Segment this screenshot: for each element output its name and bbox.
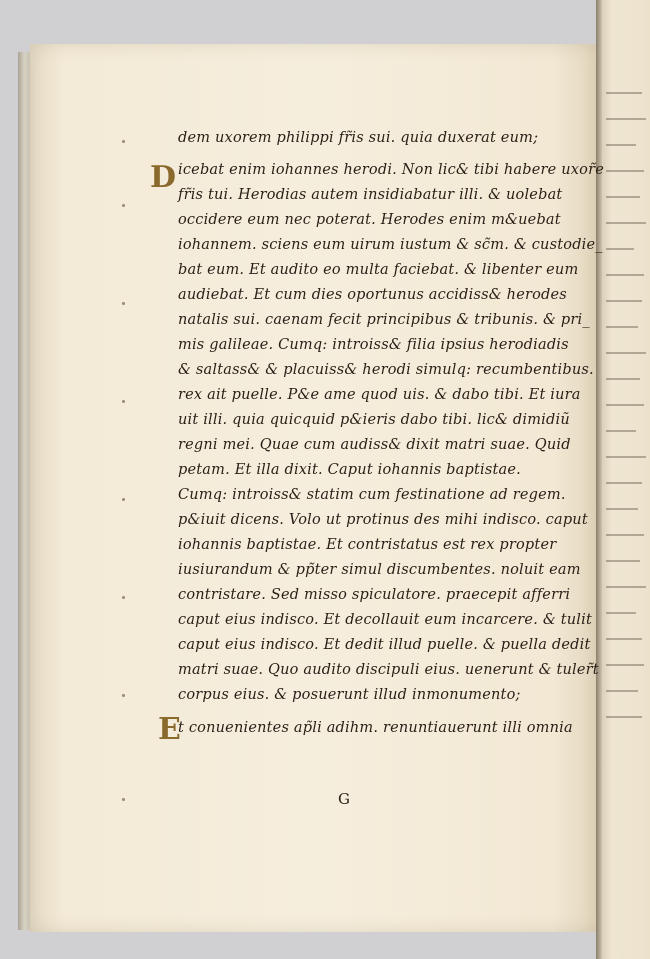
bleed-through-line — [606, 170, 644, 172]
text-line: iusiurandum & pp̃ter simul discumbentes. noluit eam — [178, 562, 581, 578]
bleed-through-line — [606, 222, 646, 224]
next-page-edge — [596, 0, 650, 959]
bleed-through-line — [606, 508, 638, 510]
bleed-through-line — [606, 456, 646, 458]
text-line: occidere eum nec poterat. Herodes enim m&uebat — [178, 212, 561, 228]
bleed-through-line — [606, 92, 642, 94]
pricking-mark — [122, 140, 125, 143]
text-line: bat eum. Et audito eo multa faciebat. & libenter eum — [178, 262, 579, 278]
text-line: natalis sui. caenam fecit principibus & tribunis. & pri_ — [178, 312, 590, 328]
bleed-through-line — [606, 144, 636, 146]
bleed-through-line — [606, 352, 646, 354]
pricking-mark — [122, 400, 125, 403]
bleed-through-line — [606, 404, 644, 406]
text-line: caput eius indisco. Et dedit illud puelle. & puella dedit — [178, 637, 591, 653]
text-line: mis galileae. Cumq: introiss& filia ipsius herodiadis — [178, 337, 569, 353]
bleed-through-line — [606, 300, 642, 302]
pricking-mark — [122, 204, 125, 207]
folio-mark: G — [338, 790, 350, 808]
bleed-through-line — [606, 664, 644, 666]
text-line: icebat enim iohannes herodi. Non lic& tibi habere uxor̃e — [178, 162, 604, 178]
pricking-mark — [122, 798, 125, 801]
text-line: caput eius indisco. Et decollauit eum incarcere. & tulit — [178, 612, 593, 628]
pricking-mark — [122, 694, 125, 697]
text-line: & saltass& & placuiss& herodi simulq: recumbentibus. — [178, 362, 594, 378]
bleed-through-line — [606, 248, 634, 250]
text-line: iohannis baptistae. Et contristatus est rex propter — [178, 537, 557, 553]
pricking-mark — [122, 302, 125, 305]
text-line: t conuenientes ap̃li adihm. renuntiauerunt illi omnia — [178, 720, 573, 736]
bleed-through-line — [606, 560, 640, 562]
bleed-through-line — [606, 118, 646, 120]
bleed-through-line — [606, 430, 636, 432]
bleed-through-line — [606, 274, 644, 276]
text-line: corpus eius. & posuerunt illud inmonumento; — [178, 687, 521, 703]
bleed-through-line — [606, 482, 642, 484]
text-line: Cumq: introiss& statim cum festinatione ad regem. — [178, 487, 566, 503]
bleed-through-line — [606, 326, 638, 328]
bleed-through-line — [606, 586, 646, 588]
text-line: contristare. Sed misso spiculatore. praecepit afferri — [178, 587, 571, 603]
bleed-through-line — [606, 612, 636, 614]
pricking-mark — [122, 596, 125, 599]
text-line: petam. Et illa dixit. Caput iohannis baptistae. — [178, 462, 521, 478]
bleed-through-line — [606, 716, 642, 718]
text-line: audiebat. Et cum dies oportunus accidiss& herodes — [178, 287, 567, 303]
text-line: regni mei. Quae cum audiss& dixit matri suae. Quid — [178, 437, 571, 453]
text-line: iohannem. sciens eum uirum iustum & sc̃m. & custodie_ — [178, 237, 603, 253]
decorated-initial-e: E — [158, 712, 181, 747]
text-line: dem uxorem philippi fr̃is sui. quia duxerat eum; — [178, 130, 539, 146]
bleed-through-line — [606, 196, 640, 198]
text-line: p&iuit dicens. Volo ut protinus des mihi indisco. caput — [178, 512, 588, 528]
text-line: rex ait puelle. P&e ame quod uis. & dabo tibi. Et iura — [178, 387, 581, 403]
text-line: uit illi. quia quicquid p&ieris dabo tibi. lic& dimidiũ — [178, 412, 570, 428]
decorated-initial-d: D — [150, 160, 177, 195]
bleed-through-line — [606, 638, 642, 640]
page-gutter — [596, 0, 602, 959]
bleed-through-line — [606, 378, 640, 380]
bleed-through-line — [606, 534, 644, 536]
text-line: matri suae. Quo audito discipuli eius. uenerunt & tuler̃t — [178, 662, 599, 678]
bleed-through-line — [606, 690, 638, 692]
pricking-mark — [122, 498, 125, 501]
text-line: fr̃is tui. Herodias autem insidiabatur illi. & uolebat — [178, 187, 563, 203]
